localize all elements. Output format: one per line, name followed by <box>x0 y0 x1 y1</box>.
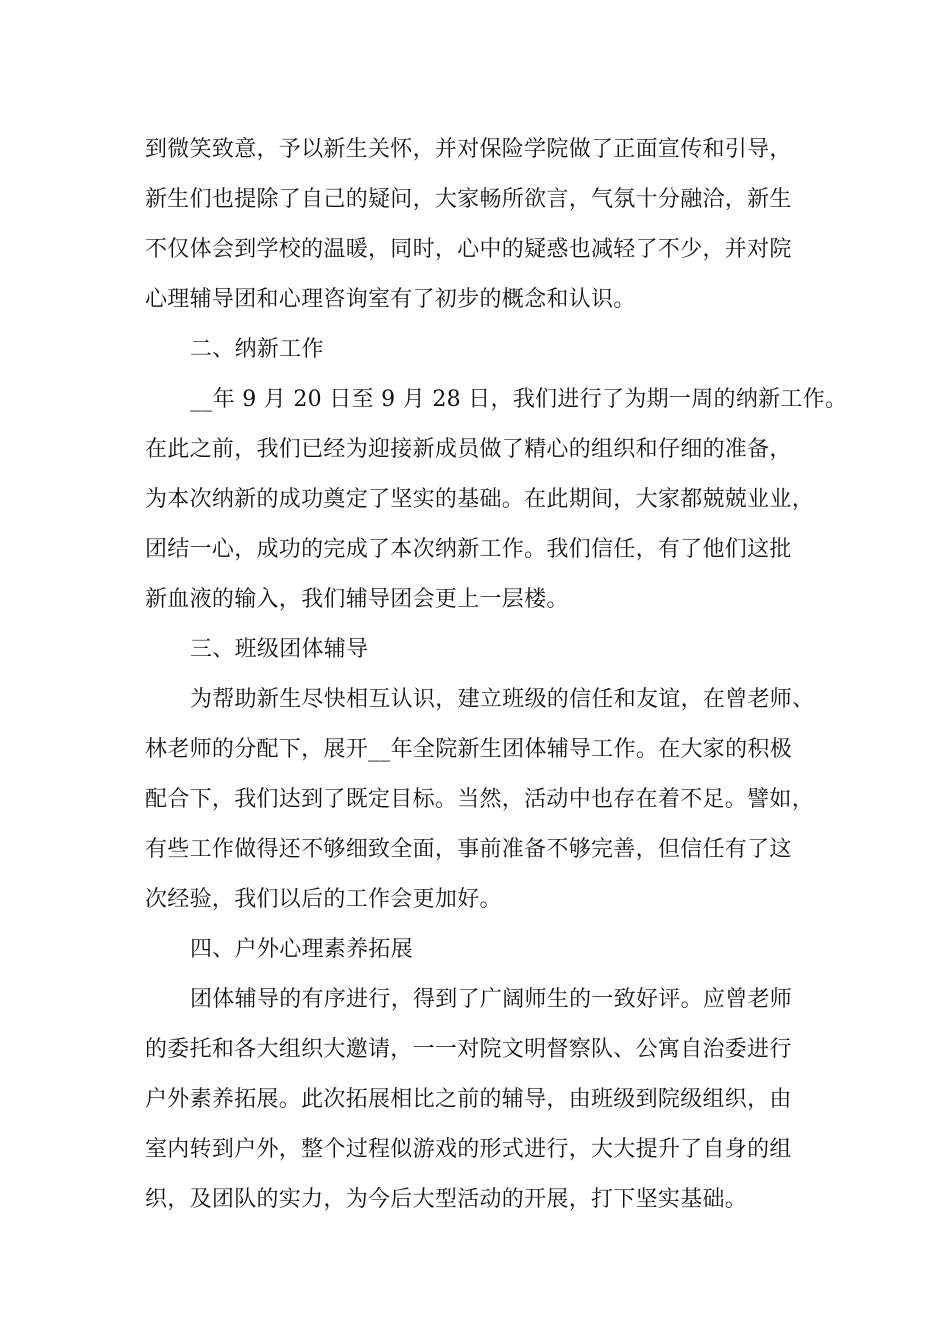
paragraph-line: 织，及团队的实力，为今后大型活动的开展，打下坚实基础。 <box>145 1187 748 1212</box>
paragraph-line: 心理辅导团和心理咨询室有了初步的概念和认识。 <box>145 287 636 312</box>
paragraph-line: 配合下，我们达到了既定目标。当然，活动中也存在着不足。譬如， <box>145 787 815 812</box>
paragraph-line: 新生们也提除了自己的疑问，大家畅所欲言，气氛十分融洽，新生 <box>145 187 792 212</box>
section-heading: 三、班级团体辅导 <box>190 637 369 662</box>
paragraph-line: 为本次纳新的成功奠定了坚实的基础。在此期间，大家都兢兢业业， <box>145 487 815 512</box>
section-heading: 二、纳新工作 <box>190 337 324 362</box>
paragraph-line: 次经验，我们以后的工作会更加好。 <box>145 887 502 912</box>
paragraph-line: 的委托和各大组织大邀请，一一对院文明督察队、公寓自治委进行 <box>145 1037 792 1062</box>
paragraph-line: 为帮助新生尽快相互认识，建立班级的信任和友谊，在曾老师、 <box>190 687 815 712</box>
paragraph-line: 到微笑致意，予以新生关怀，并对保险学院做了正面宣传和引导， <box>145 137 792 162</box>
paragraph-line: 室内转到户外，整个过程似游戏的形式进行，大大提升了自身的组 <box>145 1137 792 1162</box>
paragraph-line: 有些工作做得还不够细致全面，事前准备不够完善，但信任有了这 <box>145 837 792 862</box>
paragraph-line: 不仅体会到学校的温暖，同时，心中的疑惑也减轻了不少，并对院 <box>145 237 792 262</box>
section-heading: 四、户外心理素养拓展 <box>190 937 414 962</box>
paragraph-line: 新血液的输入，我们辅导团会更上一层楼。 <box>145 587 569 612</box>
paragraph-line: __年 9 月 20 日至 9 月 28 日，我们进行了为期一周的纳新工作。 <box>190 387 848 412</box>
paragraph-line: 林老师的分配下，展开__年全院新生团体辅导工作。在大家的积极 <box>145 737 793 762</box>
paragraph-line: 团体辅导的有序进行，得到了广阔师生的一致好评。应曾老师 <box>190 987 793 1012</box>
paragraph-line: 团结一心，成功的完成了本次纳新工作。我们信任，有了他们这批 <box>145 537 792 562</box>
paragraph-line: 在此之前，我们已经为迎接新成员做了精心的组织和仔细的准备， <box>145 437 792 462</box>
paragraph-line: 户外素养拓展。此次拓展相比之前的辅导，由班级到院级组织，由 <box>145 1087 792 1112</box>
